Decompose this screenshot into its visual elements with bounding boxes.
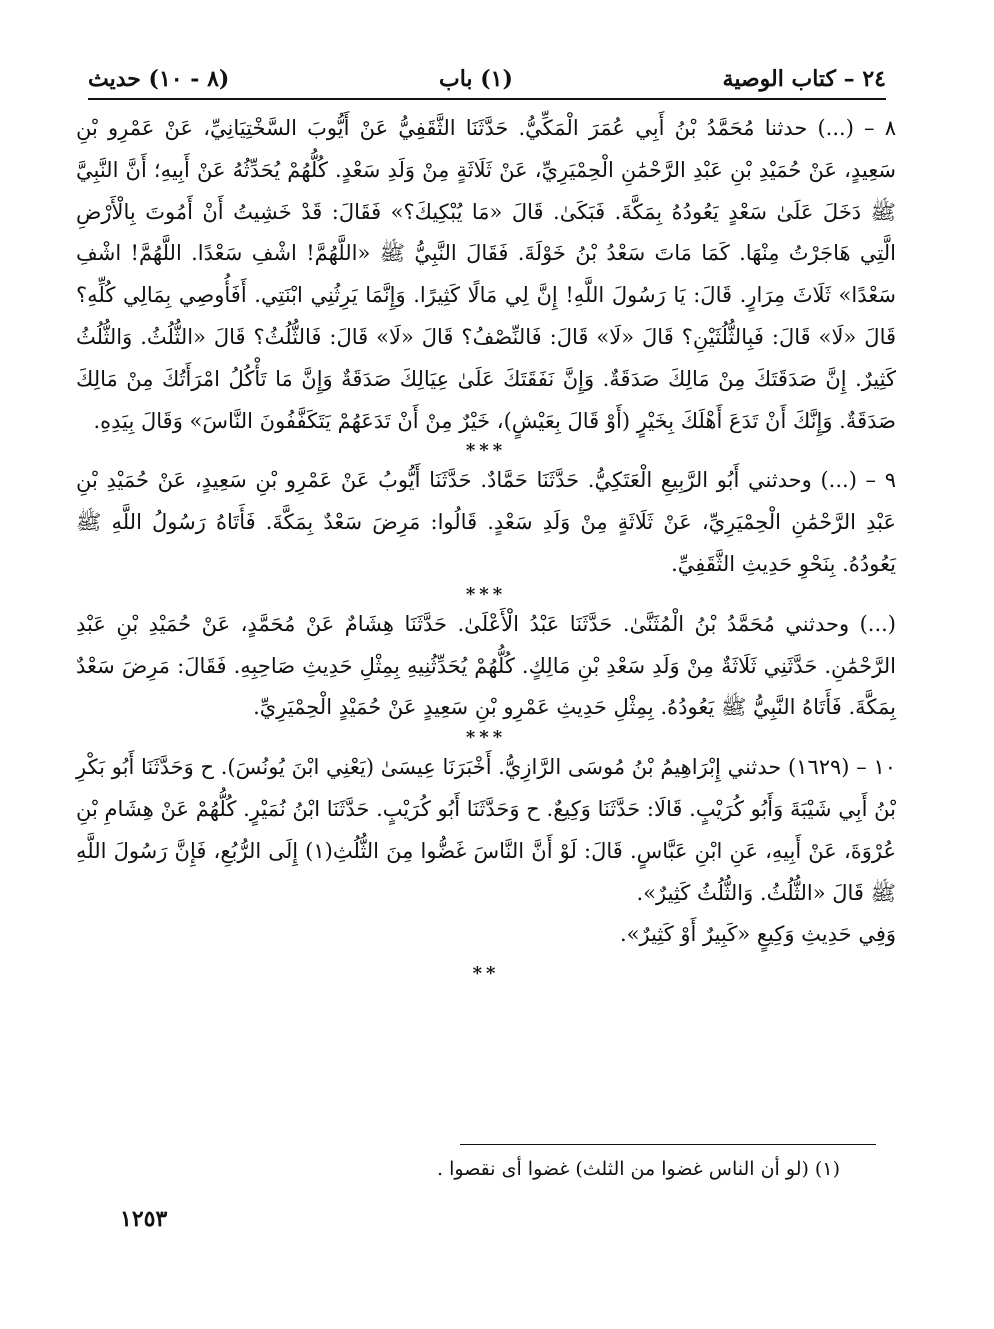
- page-number: ١٢٥٣: [120, 1206, 168, 1232]
- section-separator: ***: [465, 583, 507, 605]
- footnote-rule: [460, 1144, 876, 1145]
- end-separator: **: [472, 963, 500, 985]
- page-label: ٢٤ – كتاب الوصية: [722, 66, 886, 92]
- hadith-10-note: وَفِي حَدِيثِ وَكِيعٍ «كَبِيرٌ أَوْ كَثِيرٌ».: [619, 922, 896, 947]
- hadith-10: ١٠ – (١٦٢٩) حدثني إِبْرَاهِيمُ بْنُ مُوسَى الرَّازِيُّ. أَخْبَرَنَا عِيسَىٰ (يَعْنِي ابْنَ يُونُسَ). ح وَحَدَّثَنَا أَبُو بَكْرِ بْنُ أَبِي شَيْبَةَ وَأَبُو كُرَيْبٍ. قَالَا: حَدَّثَنَا وَكِيعٌ. ح وَحَدَّثَنَا أَبُو كُرَيْبٍ. حَدَّثَنَا ابْنُ نُمَيْرٍ. كُلُّهُمْ عَنْ هِشَامِ بْنِ عُرْوَةَ، عَنْ أَبِيهِ، عَنِ ابْنِ عَبَّاسٍ. قَالَ: لَوْ أَنَّ النَّاسَ غَضُّوا مِنَ الثُّلُثِ(١) إِلَى الرُّبُعِ، فَإِنَّ رَسُولَ اللَّهِ ﷺ قَالَ «الثُّلُثُ. وَالثُّلُثُ كَثِيرٌ».: [76, 755, 896, 905]
- hadith-8: ٨ – (...) حدثنا مُحَمَّدُ بْنُ أَبِي عُمَرَ الْمَكِّيُّ. حَدَّثَنَا الثَّقَفِيُّ عَنْ أَيُّوبَ السَّخْتِيَانِيِّ، عَنْ عَمْرِو بْنِ سَعِيدٍ، عَنْ حُمَيْدِ بْنِ عَبْدِ الرَّحْمَٰنِ الْحِمْيَرِيِّ، عَنْ ثَلَاثَةٍ مِنْ وَلَدِ سَعْدٍ. كُلُّهُمْ يُحَدِّثُهُ عَنْ أَبِيهِ؛ أَنَّ النَّبِيَّ ﷺ دَخَلَ عَلَىٰ سَعْدٍ يَعُودُهُ بِمَكَّةَ. فَبَكَىٰ. قَالَ «مَا يُبْكِيكَ؟» فَقَالَ: قَدْ خَشِيتُ أَنْ أَمُوتَ بِالْأَرْضِ الَّتِي هَاجَرْتُ مِنْهَا. كَمَا مَاتَ سَعْدُ بْنُ خَوْلَةَ. فَقَالَ النَّبِيُّ ﷺ «اللَّهُمَّ! اشْفِ سَعْدًا. اللَّهُمَّ! اشْفِ سَعْدًا» ثَلَاثَ مِرَارٍ. قَالَ: يَا رَسُولَ اللَّهِ! إِنَّ لِي مَالًا كَثِيرًا. وَإِنَّمَا يَرِثُنِي ابْنَتِي. أَفَأُوصِي بِمَالِي كُلِّهِ؟ قَالَ «لَا» قَالَ: فَبِالثُّلُثَيْنِ؟ قَالَ «لَا» قَالَ: فَالنِّصْفُ؟ قَالَ «لَا» قَالَ: فَالثُّلُثُ؟ قَالَ «الثُّلُثُ. وَالثُّلُثُ كَثِيرٌ. إِنَّ صَدَقَتَكَ مِنْ مَالِكَ صَدَقَةٌ. وَإِنَّ نَفَقَتَكَ عَلَىٰ عِيَالِكَ صَدَقَةٌ وَإِنَّ مَا تَأْكُلُ امْرَأَتُكَ مِنْ مَالِكَ صَدَقَةٌ. وَإِنَّكَ أَنْ تَدَعَ أَهْلَكَ بِخَيْرٍ (أَوْ قَالَ بِعَيْشٍ)، خَيْرٌ مِنْ أَنْ تَدَعَهُمْ يَتَكَفَّفُونَ النَّاسَ» وَقَالَ بِيَدِهِ.: [76, 116, 896, 433]
- running-header: [88, 52, 886, 92]
- section-separator: ***: [465, 727, 507, 749]
- hadith-9-variant: (...) وحدثني مُحَمَّدُ بْنُ الْمُثَنَّىٰ. حَدَّثَنَا عَبْدُ الْأَعْلَىٰ. حَدَّثَنَا هِشَامٌ عَنْ مُحَمَّدٍ، عَنْ حُمَيْدِ بْنِ عَبْدِ الرَّحْمَٰنِ. حَدَّثَنِي ثَلَاثَةٌ مِنْ وَلَدِ سَعْدِ بْنِ مَالِكٍ. كُلُّهُمْ يُحَدِّثُنِيهِ بِمِثْلِ حَدِيثِ صَاحِبِهِ. فَقَالَ: مَرِضَ سَعْدٌ بِمَكَّةَ. فَأَتَاهُ النَّبِيُّ ﷺ يَعُودُهُ. بِمِثْلِ حَدِيثِ عَمْرِو بْنِ سَعِيدٍ عَنْ حُمَيْدٍ الْحِمْيَرِيِّ.: [76, 611, 896, 720]
- hadith-9: ٩ – (...) وحدثني أَبُو الرَّبِيعِ الْعَتَكِيُّ. حَدَّثَنَا حَمَّادٌ. حَدَّثَنَا أَيُّوبُ عَنْ عَمْرِو بْنِ سَعِيدٍ، عَنْ حُمَيْدِ بْنِ عَبْدِ الرَّحْمَٰنِ الْحِمْيَرِيِّ، عَنْ ثَلَاثَةٍ مِنْ وَلَدِ سَعْدٍ. قَالُوا: مَرِضَ سَعْدٌ بِمَكَّةَ. فَأَتَاهُ رَسُولُ اللَّهِ ﷺ يَعُودُهُ. بِنَحْوِ حَدِيثِ الثَّقَفِيِّ.: [76, 468, 896, 576]
- footnote: (١) (لو أن الناس غضوا من الثلث) غضوا أى نقصوا .: [437, 1158, 840, 1180]
- header-rule: [88, 98, 886, 100]
- chapter-label: (١) باب: [439, 66, 513, 92]
- hadith-text: [76, 108, 896, 1004]
- section-separator: ***: [465, 440, 507, 462]
- hadith-range: (٨ - ١٠) حديث: [88, 66, 230, 92]
